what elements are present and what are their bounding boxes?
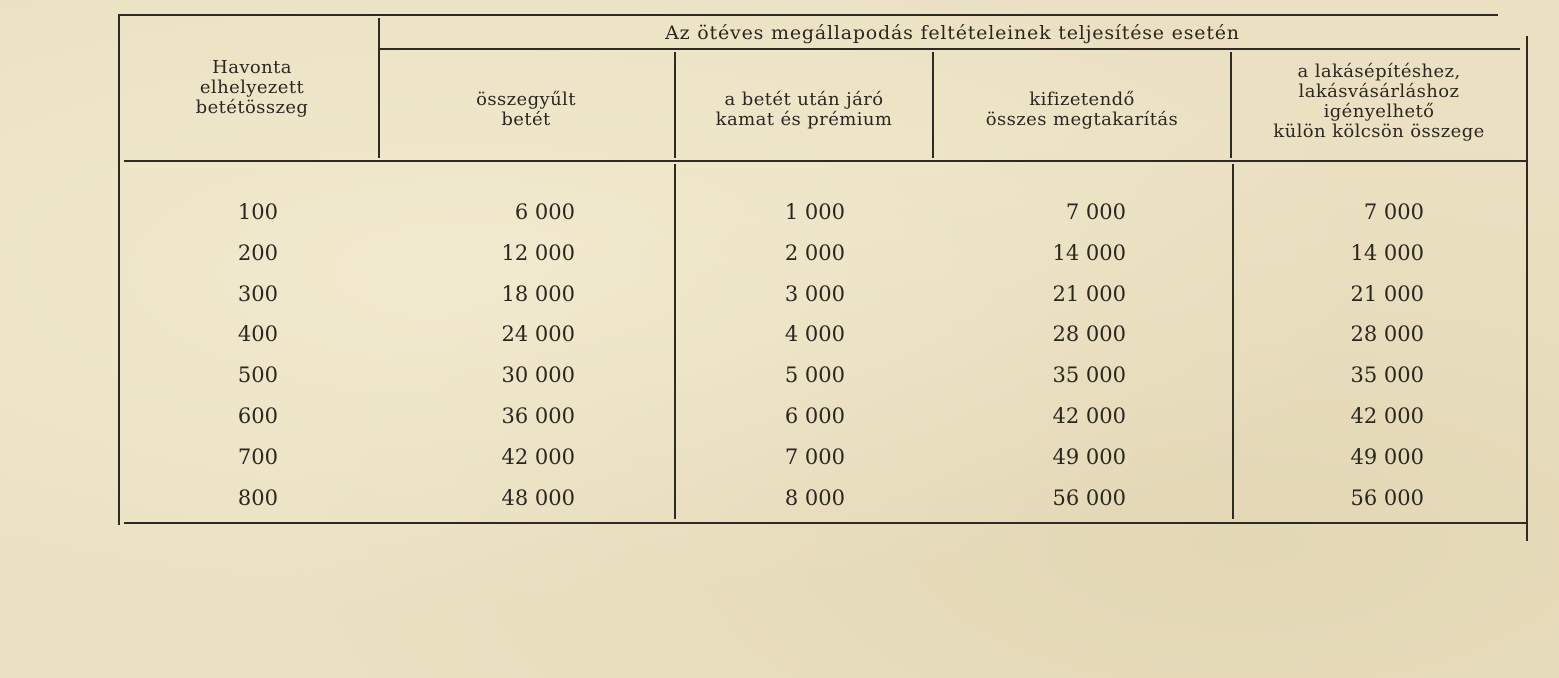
col2-cell: 2 000 (784, 240, 845, 265)
header-bottom-rule (124, 160, 1526, 162)
col1-cell: 12 000 (501, 240, 575, 265)
col0-cell: 500 (237, 363, 278, 388)
col0-cell: 600 (237, 404, 278, 428)
col0-cell: 400 (237, 322, 278, 347)
col1-cell: 6 000 (514, 200, 575, 224)
col1-cell: 36 000 (501, 404, 575, 428)
col3-cell: 42 000 (1052, 404, 1126, 428)
col0-header: Havonta elhelyezett betétösszeg (195, 57, 309, 118)
col4-cell: 7 000 (1363, 200, 1424, 224)
col1-cell: 24 000 (501, 322, 575, 347)
col2-cell: 7 000 (784, 444, 845, 469)
table-right-rule (1526, 36, 1528, 541)
col4-cell: 28 000 (1350, 322, 1424, 347)
col0-cell: 200 (237, 240, 278, 265)
group-header: Az ötéves megállapodás feltételeinek teljesítése esetén (665, 22, 1240, 44)
col4-cell: 14 000 (1350, 240, 1424, 265)
col1-cell: 30 000 (501, 363, 575, 388)
col0-cell: 800 (237, 485, 278, 510)
col3-cell: 21 000 (1052, 281, 1126, 306)
col2-cell: 1 000 (784, 200, 845, 224)
col1-header: összegyűlt betét (476, 89, 576, 130)
table-bottom-rule (124, 522, 1526, 524)
group-header-rule (380, 48, 1520, 50)
col3-cell: 7 000 (1065, 200, 1126, 224)
col2-cell: 5 000 (784, 363, 845, 388)
col1-cell: 48 000 (501, 485, 575, 510)
col0-cell: 700 (237, 444, 278, 469)
col2-cell: 3 000 (784, 281, 845, 306)
col4-cell: 35 000 (1350, 363, 1424, 388)
table-top-rule (118, 14, 1498, 16)
col3-cell: 35 000 (1052, 363, 1126, 388)
col2-cell: 8 000 (784, 485, 845, 510)
savings-table (118, 14, 1528, 525)
col4-header: a lakásépítéshez, lakásvásárláshoz igényelhető külön kölcsön összege (1273, 61, 1485, 142)
col3-header: kifizetendő összes megtakarítás (985, 89, 1179, 130)
col3-cell: 14 000 (1052, 240, 1126, 265)
col0-cell: 100 (237, 200, 278, 224)
col1-body-divider (674, 164, 676, 519)
col2-header: a betét után járó kamat és prémium (715, 89, 893, 130)
col0-cell: 300 (237, 281, 278, 306)
col2-cell: 6 000 (784, 404, 845, 428)
col3-cell: 28 000 (1052, 322, 1126, 347)
col3-cell: 56 000 (1052, 485, 1126, 510)
col1-cell: 18 000 (501, 281, 575, 306)
col1-cell: 42 000 (501, 444, 575, 469)
col4-cell: 56 000 (1350, 485, 1424, 510)
col3-body-divider (1232, 164, 1234, 519)
col1-header-divider (674, 52, 676, 158)
col4-cell: 21 000 (1350, 281, 1424, 306)
col3-header-divider (1230, 52, 1232, 158)
col4-cell: 42 000 (1350, 404, 1424, 428)
col4-cell: 49 000 (1350, 444, 1424, 469)
col2-cell: 4 000 (784, 322, 845, 347)
col3-cell: 49 000 (1052, 444, 1126, 469)
col2-header-divider (932, 52, 934, 158)
